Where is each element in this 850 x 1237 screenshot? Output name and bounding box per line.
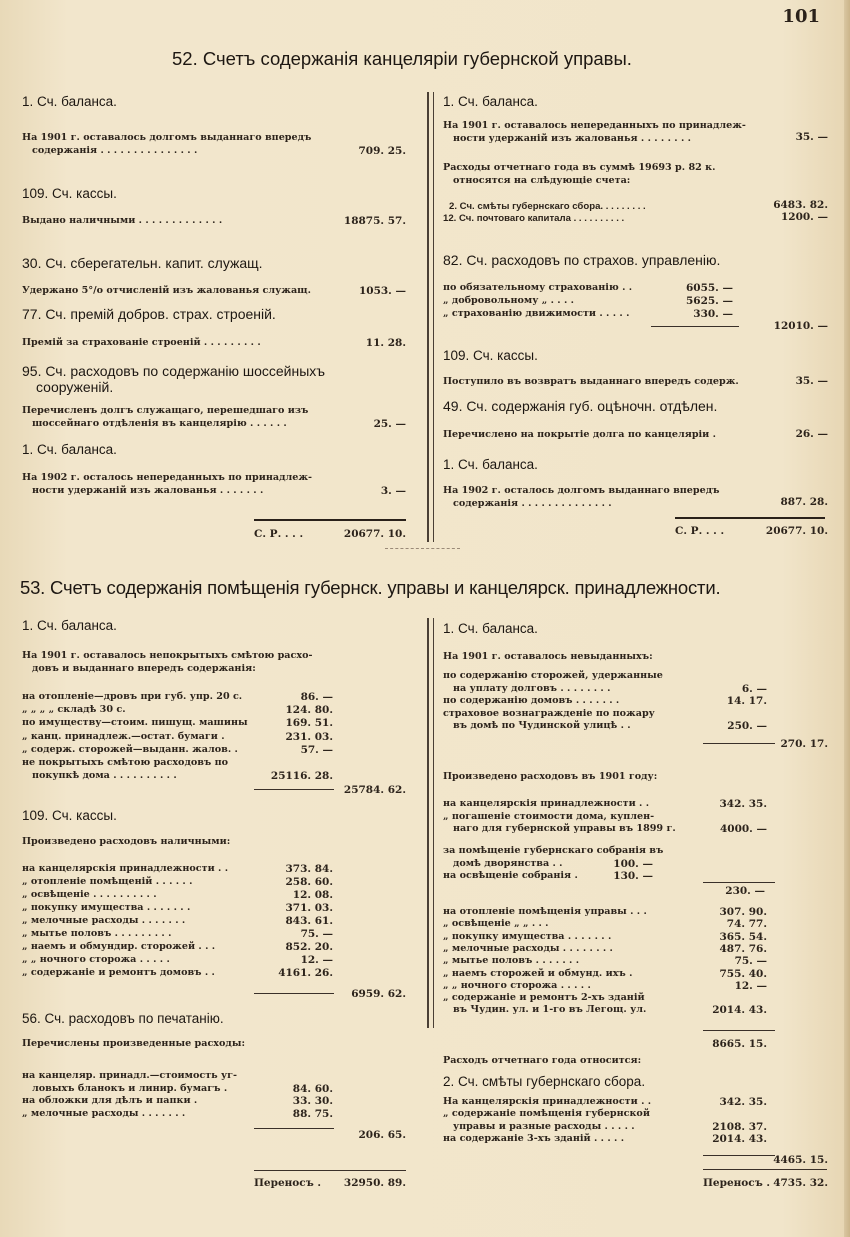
entry-amount: 3. — [380,485,406,497]
entry-amount: 1053. — [358,285,406,297]
entry-text: 2. Сч. смѣты губернскаго сбора. . . . . . . . . [449,201,646,212]
entry-text: Перечисленъ долгъ служащаго, перешедшаго изъ [22,405,309,416]
entry-amount: 4161. 26. [278,967,333,979]
entry-text: На 1901 г. оставалось непереданныхъ по принадлеж- [443,120,746,131]
subtotal-amount: 4465. 15. [773,1154,828,1166]
entry-amount: 709. 25. [358,145,406,157]
entry-text: „ покупку имущества . . . . . . . [443,930,612,942]
entry-text: по имуществу—стоим. пишущ. машины [22,717,248,729]
entry-amount: 2014. 43. [712,1132,767,1145]
entry-amount: 26. — [795,428,828,440]
account-heading: 1. Сч. баланса. [443,457,538,472]
entry-text: содержанія . . . . . . . . . . . . . . [453,498,612,509]
entry-amount: 12. 08. [292,889,333,901]
subtotal-amount: 12010. — [773,320,828,332]
subtotal-amount: 8665. 15. [712,1038,767,1050]
entry-text: на обложки для дѣлъ и папки . [22,1095,198,1106]
entry-amount: 14. 17. [726,695,767,707]
entry-text: въ домѣ по Чудинской улицѣ . . [453,720,631,731]
subtotal-rule [703,743,775,744]
entry-amount: 6055. — [685,282,733,294]
entry-text: ности удержаній изъ жалованья . . . . . . . . [453,133,691,144]
entry-text: Расходъ отчетнаго года относится: [443,1055,642,1066]
entry-text: по обязательному страхованію . . [443,282,633,293]
entry-text: „ „ „ „ складѣ 30 с. [22,704,126,716]
page-number: 101 [782,6,820,27]
entry-amount: 5625. — [685,295,733,307]
entry-amount: 2108. 37. [712,1120,767,1133]
entry-amount: 35. — [795,375,828,387]
entry-text: 12. Сч. почтоваго капитала . . . . . . . . . . [443,213,625,224]
entry-amount: 231. 03. [285,730,333,743]
entry-text: На 1902 г. осталось непереданныхъ по принадлеж- [22,472,313,483]
account-heading: 30. Сч. сберегательн. капит. служащ. [22,255,263,271]
entry-text: Выдано наличными . . . . . . . . . . . . . [22,215,223,226]
subtotal-amount: 6959. 62. [351,988,406,1000]
account-heading: 1. Сч. баланса. [443,621,538,636]
entry-text: На 1901 г. оставалось долгомъ выданнаго впередъ [22,132,312,143]
entry-amount: 11. 28. [365,337,406,349]
entry-amount: 6. — [741,682,767,695]
entry-text: „ содержаніе и ремонтъ 2-хъ зданій [443,992,645,1004]
entry-text: относятся на слѣдующіе счета: [453,175,631,186]
entry-amount: 371. 03. [285,902,333,914]
entry-text: „ мытье половъ . . . . . . . . . [22,928,172,939]
entry-text: На 1901 г. оставалось невыданныхъ: [443,651,653,662]
entry-text: на отопленіе—дровъ при губ. упр. 20 с. [22,691,243,702]
entry-amount: 86. — [300,691,333,703]
entry-text: „ содержаніе помѣщенія губернской [443,1108,650,1120]
subtotal-rule [703,1030,775,1031]
entry-amount: 169. 51. [285,717,333,730]
entry-amount: 74. 77. [726,918,767,931]
entry-text: ности удержаній изъ жалованья . . . . . . . [32,485,264,496]
entry-amount: 57. — [300,743,333,756]
total-rule [703,1169,827,1170]
entry-text: на содержаніе 3-хъ зданій . . . . . [443,1132,625,1144]
entry-text: страховое вознагражденіе по пожару [443,707,655,719]
entry-text: Расходы отчетнаго года въ суммѣ 19693 р. 82 к. [443,162,716,173]
total-label: С. Р. . . . [254,528,304,540]
section-ornament-divider [385,548,460,553]
entry-text: „ освѣщеніе „ „ . . . [443,918,549,930]
entry-text: наго для губернской управы въ 1899 г. [453,823,676,834]
entry-amount: 25116. 28. [270,770,333,783]
entry-text: „ мелочные расходы . . . . . . . [22,915,186,926]
entry-amount: 843. 61. [285,915,333,927]
entry-amount: 487. 76. [719,942,767,955]
entry-amount: 124. 80. [285,704,333,717]
entry-text: „ освѣщеніе . . . . . . . . . . [22,889,157,900]
entry-text: „ „ ночного сторожа . . . . . [22,954,170,965]
subtotal-amount: 270. 17. [780,738,828,750]
entry-text: управы и разные расходы . . . . . [453,1120,635,1132]
subtotal-rule [254,1128,334,1129]
entry-text: „ содерж. сторожей—выданн. жалов. . [22,743,238,755]
column-divider [427,618,434,1028]
total-amount: 20677. 10. [343,528,406,540]
entry-amount: 100. — [613,857,653,870]
entry-text: „ наемъ и обмундир. сторожей . . . [22,941,216,952]
carry-amount: 32950. 89. [343,1177,406,1189]
total-rule [254,1170,406,1171]
subtotal-rule [703,1155,775,1156]
entry-amount: 1200. — [780,211,828,223]
entry-text: „ покупку имущества . . . . . . . [22,902,191,913]
entry-text: по содержанію домовъ . . . . . . . [443,695,620,706]
entry-text: за помѣщеніе губернскаго собранія въ [443,845,664,856]
entry-amount: 887. 28. [780,496,828,508]
subtotal-amount: 230. — [725,885,765,897]
page-fold-shadow [844,0,850,1237]
account-heading: 109. Сч. кассы. [22,808,117,823]
entry-text: на канцелярскія принадлежности . . [443,798,650,809]
entry-text: по содержанію сторожей, удержанные [443,670,663,681]
account-heading: 1. Сч. баланса. [22,442,117,457]
total-label: С. Р. . . . [675,525,725,537]
section-52-title: 52. Счетъ содержанія канцеляріи губернской управы. [172,48,632,69]
entry-text: Премій за страхованіе строеній . . . . . . . . . [22,337,261,348]
account-heading: 1. Сч. баланса. [443,94,538,109]
subtotal-amount: 206. 65. [358,1129,406,1141]
entry-text: Произведено расходовъ наличными: [22,836,231,847]
total-rule [675,517,825,519]
account-heading: 2. Сч. смѣты губернскаго сбора. [443,1074,646,1089]
section-53-right-column [443,618,828,1228]
account-heading: 49. Сч. содержанія губ. оцѣночн. отдѣлен. [443,398,718,414]
entry-text: въ Чудин. ул. и 1-го въ Легощ. ул. [453,1004,647,1016]
entry-amount: 755. 40. [719,967,767,980]
entry-text: На 1901 г. оставалось непокрытыхъ смѣтою расхо- [22,650,313,661]
entry-text: „ отопленіе помѣщеній . . . . . . [22,876,193,887]
entry-text: „ добровольному „ . . . . [443,295,574,306]
entry-text: Удержано 5°/о отчисленій изъ жалованья служащ. [22,285,311,296]
account-heading: 1. Сч. баланса. [22,618,117,633]
entry-amount: 2014. 43. [712,1004,767,1017]
entry-amount: 75. — [300,928,333,940]
entry-text: „ мелочные расходы . . . . . . . . [443,942,613,954]
entry-text: На 1902 г. осталось долгомъ выданнаго впередъ [443,485,720,496]
entry-text: на канцеляр. принадл.—стоимость уг- [22,1070,238,1081]
subtotal-rule [254,993,334,994]
entry-amount: 25. — [373,418,406,430]
column-divider [427,92,434,542]
account-heading: 1. Сч. баланса. [22,94,117,109]
entry-amount: 84. 60. [292,1082,333,1095]
account-heading: 56. Сч. расходовъ по печатанію. [22,1011,224,1026]
total-rule [254,519,406,521]
section-52-left-column [22,92,408,542]
entry-text: „ страхованію движимости . . . . . [443,308,630,319]
entry-text: на отопленіе помѣщенія управы . . . [443,906,647,917]
entry-text: покупкѣ дома . . . . . . . . . . [32,770,177,782]
entry-text: шоссейнаго отдѣленія въ канцелярію . . . . . . [32,418,287,429]
entry-amount: 307. 90. [719,906,767,918]
entry-amount: 6483. 82. [773,199,828,211]
subtotal-rule [651,326,739,327]
entry-text: довъ и выданнаго впередъ содержанія: [32,663,256,674]
total-amount: 20677. 10. [765,525,828,537]
entry-amount: 35. — [795,131,828,143]
entry-text: „ содержаніе и ремонтъ домовъ . . [22,967,215,978]
entry-text: Перечислено на покрытіе долга по канцеляріи . [443,429,716,440]
carry-label: Переносъ . [254,1177,322,1189]
entry-amount: 75. — [734,955,767,968]
account-heading: 95. Сч. расходовъ по содержанію шоссейныхъ [22,363,326,379]
account-heading: 82. Сч. расходовъ по страхов. управленію. [443,252,721,268]
entry-text: На канцелярскія принадлежности . . [443,1096,652,1107]
entry-amount: 330. — [693,308,733,320]
entry-amount: 18875. 57. [343,215,406,227]
entry-amount: 258. 60. [285,876,333,888]
subtotal-rule [254,789,334,790]
entry-amount: 4000. — [719,823,767,835]
section-53-left-column [22,618,408,1228]
entry-amount: 365. 54. [719,930,767,943]
entry-text: на уплату долговъ . . . . . . . . [453,682,611,694]
account-heading: сооруженій. [36,379,114,395]
entry-amount: 852. 20. [285,941,333,953]
entry-text: „ наемъ сторожей и обмунд. ихъ . [443,967,633,979]
entry-text: не покрытыхъ смѣтою расходовъ по [22,757,229,768]
entry-amount: 130. — [613,870,653,882]
account-heading: 109. Сч. кассы. [22,186,117,201]
entry-text: Поступило въ возвратъ выданнаго впередъ содерж. [443,376,739,387]
entry-text: „ канц. принадлеж.—остат. бумаги . [22,730,225,742]
entry-text: Произведено расходовъ въ 1901 году: [443,771,658,782]
entry-text: „ мелочные расходы . . . . . . . [22,1107,186,1119]
section-53-title: 53. Счетъ содержанія помѣщенія губернск. управы и канцелярск. принадлежности. [20,577,721,598]
carry-amount: 4735. 32. [773,1177,828,1189]
entry-amount: 88. 75. [292,1107,333,1120]
entry-text: на канцелярскія принадлежности . . [22,863,229,874]
subtotal-rule [703,882,775,883]
entry-amount: 33. 30. [292,1095,333,1107]
section-52-right-column [443,92,828,542]
carry-label: Переносъ . [703,1177,771,1189]
entry-text: содержанія . . . . . . . . . . . . . . . [32,145,198,156]
account-heading: 77. Сч. премій добров. страх. строеній. [22,306,276,322]
subtotal-amount: 25784. 62. [343,784,406,796]
entry-amount: 12. — [734,979,767,992]
entry-text: „ погашеніе стоимости дома, куплен- [443,810,655,822]
entry-text: домѣ дворянства . . [453,857,563,869]
entry-amount: 12. — [300,954,333,966]
entry-amount: 342. 35. [719,798,767,810]
entry-text: „ „ ночного сторожа . . . . . [443,979,591,991]
entry-text: „ мытье половъ . . . . . . . [443,955,580,967]
entry-amount: 250. — [727,720,767,732]
entry-text: Перечислены произведенные расходы: [22,1038,245,1049]
account-heading: 109. Сч. кассы. [443,348,538,363]
entry-text: ловыхъ бланокъ и линир. бумагъ . [32,1082,228,1094]
entry-amount: 342. 35. [719,1096,767,1108]
entry-text: на освѣщеніе собранія . [443,870,578,881]
entry-amount: 373. 84. [285,863,333,875]
